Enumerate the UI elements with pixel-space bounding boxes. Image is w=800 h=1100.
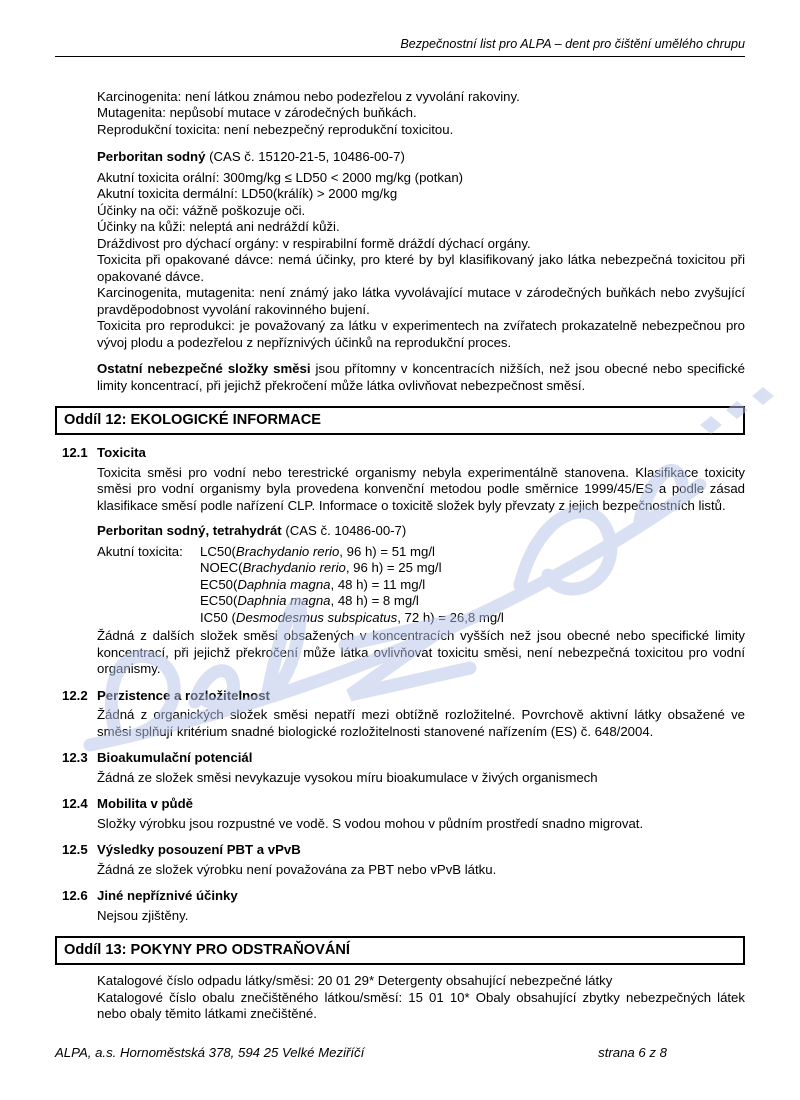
subsection-number: 12.5: [62, 842, 88, 857]
paragraph-12-4: Složky výrobku jsou rozpustné ve vodě. S vodou mohou v půdním prostředí snadno migrovat.: [97, 815, 644, 831]
acute-toxicity-label: Akutní toxicita:: [97, 543, 183, 559]
header-rule: [55, 56, 745, 57]
footer-company: ALPA, a.s. Hornoměstská 378, 594 25 Velké Meziříčí: [55, 1045, 365, 1060]
substance-cas: (CAS č. 10486-00-7): [281, 523, 407, 538]
substance-cas: (CAS č. 15120-21-5, 10486-00-7): [205, 149, 405, 164]
toxicity-value: NOEC(Brachydanio rerio, 96 h) = 25 mg/l: [200, 560, 442, 575]
subsection-12-4-heading: [55, 796, 745, 813]
subsection-12-6-heading: [55, 888, 745, 905]
subsection-number: 12.2: [62, 687, 88, 703]
paragraph-reproductive-toxicity: Reprodukční toxicita: není nebezpečný reprodukční toxicitou.: [97, 121, 454, 137]
toxicity-summary-block: [97, 89, 745, 139]
species-name: Brachydanio rerio: [242, 560, 346, 575]
subsection-12-3-heading: [55, 750, 745, 767]
spacer: [97, 593, 200, 610]
spacer: [97, 610, 200, 627]
subsection-number: 12.4: [62, 796, 88, 811]
subsection-title: Perzistence a rozložitelnost: [97, 687, 270, 703]
species-name: Daphnia magna: [237, 593, 331, 608]
subsection-12-1-heading: [55, 445, 745, 462]
subsection-number: 12.3: [62, 750, 88, 765]
subsection-12-5-heading: [55, 842, 745, 859]
paragraph-12-1-closing: Žádná z dalších složek směsi obsažených v koncentracích vyšších než jsou obecné nebo specifické limity koncentrací, při jejichž překročení může látka ovlivňovat toxicitu směsi, není nebezpečná toxicitou pro vodní organismy.: [97, 628, 745, 676]
section-12-header: Oddíl 12: EKOLOGICKÉ INFORMACE: [55, 406, 745, 435]
paragraph-12-5: Žádná ze složek výrobku není považována za PBT nebo vPvB látku.: [97, 861, 497, 877]
line-respiratory-irritation: Dráždivost pro dýchací orgány: v respirabilní formě dráždí dýchací orgány.: [97, 235, 531, 251]
paragraph-mutagenicity: Mutagenita: nepůsobí mutace v zárodečných buňkách.: [97, 105, 417, 120]
subsection-number: 12.1: [62, 445, 88, 460]
subsection-title: Bioakumulační potenciál: [97, 750, 253, 765]
substance-name: Perboritan sodný, tetrahydrát: [97, 523, 282, 538]
subsection-title: Výsledky posouzení PBT a vPvB: [97, 842, 301, 857]
toxicity-value-row: [97, 544, 745, 561]
substance-heading-perboritan: [97, 149, 745, 166]
line-acute-dermal: Akutní toxicita dermální: LD50(králík) > 2000 mg/kg: [97, 186, 398, 201]
paragraph-carcinogenicity-mutagenicity: Karcinogenita, mutagenita: není známý jako látka vyvolávající mutace v zárodečných buňkách nebo zvyšující pravděpodobnost vyvolání rakovinného bujení.: [97, 285, 745, 317]
species-name: Brachydanio rerio: [235, 543, 340, 559]
subsection-title: Mobilita v půdě: [97, 796, 193, 811]
page-footer: [55, 1045, 745, 1060]
line-eye-effects: Účinky na oči: vážně poškozuje oči.: [97, 202, 306, 218]
toxicity-value-row: [97, 577, 745, 594]
toxicity-value: EC50(Daphnia magna, 48 h) = 8 mg/l: [200, 593, 419, 608]
subsection-12-2-heading: [55, 688, 745, 705]
running-header: Bezpečnostní list pro ALPA – dent pro čištění umělého chrupu: [400, 37, 745, 51]
other-components-lead: Ostatní nebezpečné složky směsi: [97, 361, 311, 376]
line-waste-catalogue-number: Katalogové číslo odpadu látky/směsi: 20 01 29* Detergenty obsahující nebezpečné látky: [97, 973, 613, 988]
footer-page-number: strana 6 z 8: [598, 1045, 667, 1060]
paragraph-repeated-dose: Toxicita při opakované dávce: nemá účinky, pro které by byl klasifikovaný jako látka nebezpečná toxicitou při opakované dávce.: [97, 252, 745, 284]
substance-heading-perboritan-tetrahydrate: [97, 523, 745, 540]
line-acute-oral: Akutní toxicita orální: 300mg/kg ≤ LD50 < 2000 mg/kg (potkan): [97, 169, 464, 185]
disposal-block: [97, 973, 745, 1023]
spacer: [97, 560, 200, 577]
toxicity-value: LC50(Brachydanio rerio, 96 h) = 51 mg/l: [200, 543, 435, 559]
perboritan-toxicity-block: [97, 170, 745, 352]
line-packaging-catalogue-number: Katalogové číslo obalu znečištěného látkou/směsí: 15 01 10* Obaly obsahující zbytky nebezpečných látek nebo obaly těmito látkami znečištěné.: [97, 989, 745, 1021]
paragraph-other-hazardous-components: [97, 361, 745, 394]
page-content: [55, 36, 745, 1023]
paragraph-12-2: Žádná z organických složek směsi nepatří mezi obtížně rozložitelné. Povrchově aktivní látky obsažené ve směsi splňují kritérium snadné biologické rozložitelnosti stanovené nařízením (ES) č. 648/2004.: [97, 707, 745, 739]
line-skin-effects: Účinky na kůži: neleptá ani nedráždí kůži.: [97, 219, 340, 234]
paragraph-reproduction: Toxicita pro reprodukci: je považovaný za látku v experimentech na zvířatech prokazatelně nebezpečnou pro vývoj plodu a podezřelou z nepříznivých účinků na reprodukční proces.: [97, 318, 745, 350]
subsection-title: Jiné nepříznivé účinky: [97, 888, 238, 903]
toxicity-value-row: [97, 610, 745, 627]
toxicity-value-row: [97, 593, 745, 610]
paragraph-12-6: Nejsou zjištěny.: [97, 907, 189, 923]
toxicity-value-row: [97, 560, 745, 577]
toxicity-value: IC50 (Desmodesmus subspicatus, 72 h) = 26,8 mg/l: [200, 609, 504, 625]
subsection-title: Toxicita: [97, 445, 146, 460]
species-name: Daphnia magna: [237, 576, 331, 592]
substance-name: Perboritan sodný: [97, 149, 206, 164]
acute-toxicity-table: [55, 544, 745, 627]
section-13-header: Oddíl 13: POKYNY PRO ODSTRAŇOVÁNÍ: [55, 936, 745, 965]
spacer: [97, 577, 200, 594]
toxicity-value: EC50(Daphnia magna, 48 h) = 11 mg/l: [200, 576, 426, 592]
subsection-number: 12.6: [62, 888, 88, 903]
paragraph-12-1: Toxicita směsi pro vodní nebo terestrické organismy nebyla experimentálně stanovena. Klasifikace toxicity směsi pro vodní organismy byla provedena konvenční metodou podle směrnice 1999/45/ES a podle zásad klasifikace směsí podle nařízení CLP. Informace o toxicitě složek byly převzaty z jejich bezpečnostních listů.: [97, 464, 745, 513]
species-name: Desmodesmus subspicatus: [235, 609, 398, 625]
paragraph-carcinogenicity: Karcinogenita: není látkou známou nebo podezřelou z vyvolání rakoviny.: [97, 88, 520, 104]
other-components-rest: jsou přítomny v koncentracích nižších, než jsou obecné nebo specifické limity koncentrací, při jejichž překročení může látka ovlivňovat nebezpečnost směsí.: [97, 361, 745, 393]
paragraph-12-3: Žádná ze složek směsi nevykazuje vysokou míru bioakumulace v živých organismech: [97, 769, 598, 785]
